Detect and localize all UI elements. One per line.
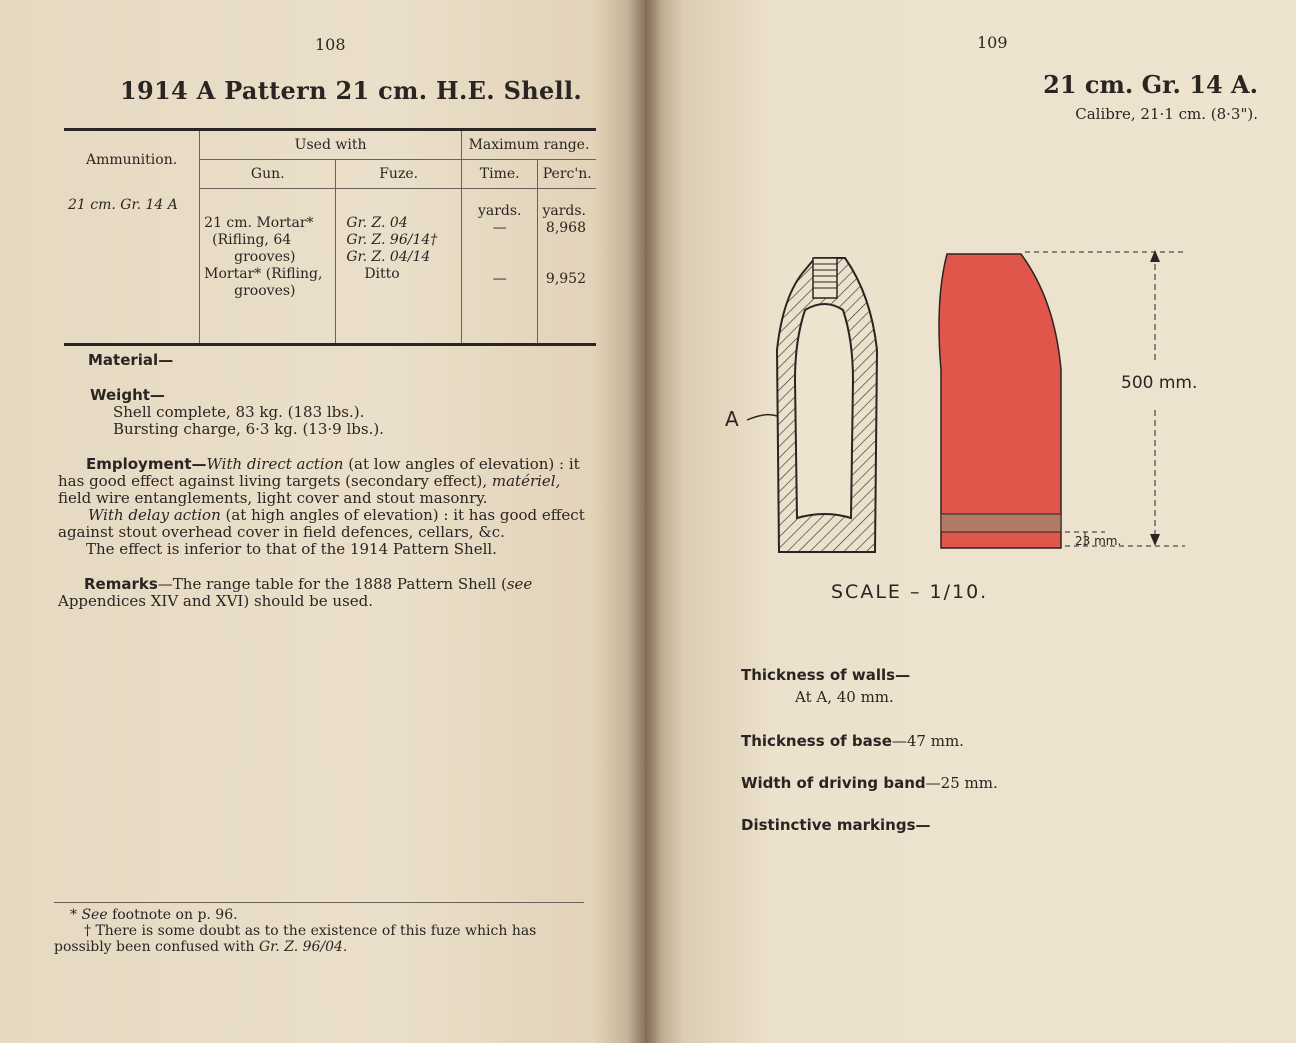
footnote-rule: [54, 902, 584, 903]
footnote-see: See: [81, 907, 108, 923]
employment-text: (at high angles of elevation) : it has good effect against stout overhead cover in field defences, cellars, &c.: [58, 506, 585, 541]
header-used-with: Used with: [200, 130, 462, 160]
employment-text: (at low angles of elevation) : it has good effect against living targets (secondary effect),: [58, 455, 580, 490]
employment-delay-paragraph: [58, 507, 594, 541]
footnote-ital: Gr. Z. 96/04.: [258, 939, 348, 955]
weight-line: Shell complete, 83 kg. (183 lbs.).: [113, 403, 365, 421]
right-page: [645, 0, 1296, 1043]
footnote-2: [54, 923, 584, 955]
weight-line: Bursting charge, 6·3 kg. (13·9 lbs.).: [113, 420, 384, 438]
band-line: [741, 774, 1161, 792]
employment-paragraph: [58, 456, 594, 507]
cell-percn: [538, 189, 596, 345]
employment-text: field wire entanglements, light cover and stout masonry.: [58, 489, 488, 507]
employment-delay: With delay action: [88, 506, 221, 524]
footnote-text: † There is some doubt as to the existence of this fuze which has possibly been confused with: [54, 923, 537, 955]
label-a: A: [725, 407, 739, 431]
markings-label: Distinctive markings—: [741, 816, 931, 834]
percn-line: 8,968: [545, 220, 586, 236]
gun-line: grooves): [234, 283, 296, 299]
remarks-see: see: [506, 575, 533, 593]
gun-line: Mortar* (Rifling,: [204, 266, 323, 282]
walls-label: Thickness of walls—: [741, 666, 911, 684]
percn-line: yards.: [542, 203, 586, 219]
header-gun: Gun.: [200, 160, 336, 189]
header-time: Time.: [461, 160, 537, 189]
footnote-text: footnote on p. 96.: [107, 907, 238, 923]
page-title-left: 1914 A Pattern 21 cm. H.E. Shell.: [120, 76, 583, 105]
leader-a: [747, 415, 777, 420]
employment-text: The effect is inferior to that of the 1914 Pattern Shell.: [86, 540, 497, 558]
dim-band-label: 23 mm.: [1075, 534, 1122, 548]
material-label: Material—: [88, 351, 174, 369]
calibre-text: Calibre, 21·1 cm. (8·3").: [1075, 105, 1258, 123]
weight-label: Weight—: [90, 386, 165, 404]
gun-line: 21 cm. Mortar*: [204, 215, 314, 231]
percn-line: 9,952: [545, 271, 586, 287]
base-value: —47 mm.: [891, 732, 964, 750]
shell-diagram: [725, 240, 1285, 620]
remarks-paragraph: [58, 576, 594, 610]
footnote-1: * See footnote on p. 96.: [70, 907, 238, 923]
shell-cross-section: [777, 258, 877, 552]
scale-label: SCALE – 1/10.: [831, 581, 989, 603]
left-body-text: [58, 352, 594, 610]
walls-value: At A, 40 mm.: [795, 688, 894, 706]
book-gutter: [628, 0, 662, 1043]
cell-gun: [200, 189, 336, 345]
shell-title: 21 cm. Gr. 14 A.: [1043, 70, 1258, 99]
fuze-line: Gr. Z. 04: [346, 215, 408, 231]
base-label: Thickness of base: [741, 732, 892, 750]
table-row: [64, 189, 596, 345]
time-line: yards.: [477, 203, 522, 219]
time-line: —: [492, 271, 507, 287]
fuze-line: Gr. Z. 96/14†: [346, 232, 438, 248]
fuze-line: Gr. Z. 04/14: [346, 249, 431, 265]
header-percn: Perc'n.: [538, 160, 596, 189]
employment-direct: With direct action: [206, 455, 344, 473]
cell-fuze: [336, 189, 462, 345]
shell-exterior: [939, 254, 1061, 548]
right-body-text: [741, 666, 1161, 834]
cell-ammunition: 21 cm. Gr. 14 A: [64, 189, 200, 345]
header-fuze: Fuze.: [336, 160, 462, 189]
dim-length-label: 500 mm.: [1121, 373, 1198, 393]
remarks-text: —The range table for the 1888 Pattern Shell (: [157, 575, 507, 593]
base-line: [741, 732, 1161, 750]
page-title-right: [1043, 70, 1258, 123]
band-label: Width of driving band: [741, 774, 926, 792]
left-page: [0, 0, 645, 1043]
remarks-text: Appendices XIV and XVI) should be used.: [58, 592, 374, 610]
band-value: —25 mm.: [925, 774, 998, 792]
page-number-right: 109: [977, 33, 1008, 52]
remarks-label: Remarks: [84, 575, 158, 593]
time-line: —: [492, 220, 507, 236]
page-number-left: 108: [315, 35, 346, 54]
employment-label: Employment—: [86, 455, 207, 473]
employment-materiel: matériel,: [491, 472, 561, 490]
gun-line: grooves): [234, 249, 296, 265]
header-ammunition: Ammunition.: [64, 130, 200, 189]
ammunition-table: [64, 128, 596, 346]
footnotes: [54, 902, 584, 955]
header-max-range: Maximum range.: [461, 130, 596, 160]
cell-time: [461, 189, 537, 345]
gun-line: (Rifling, 64: [212, 232, 292, 248]
fuze-line: Ditto: [364, 266, 400, 282]
